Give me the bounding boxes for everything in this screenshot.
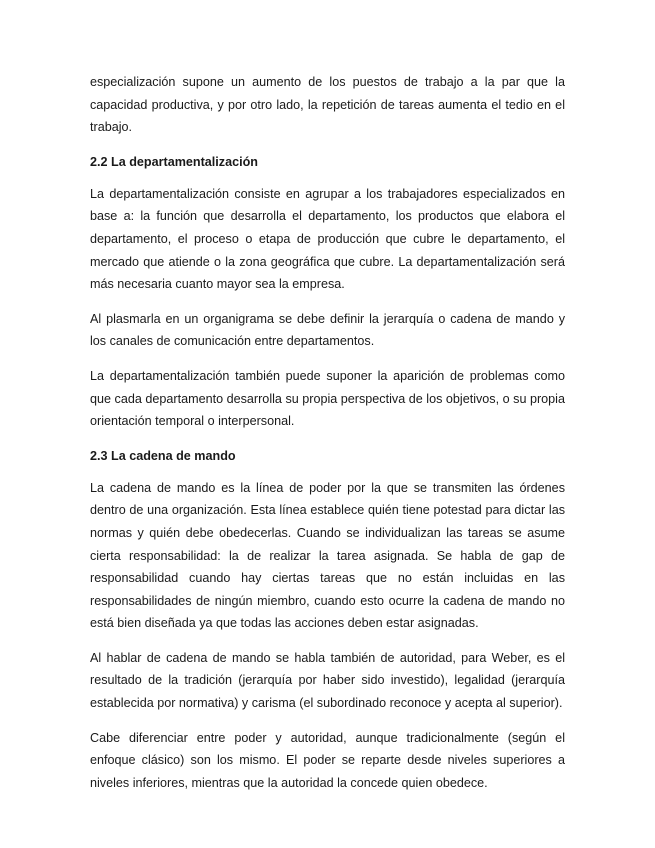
section-heading-cadena-de-mando: 2.3 La cadena de mando — [90, 448, 236, 463]
document-page — [90, 71, 565, 806]
paragraph-intro: especialización supone un aumento de los puestos de trabajo a la par que la capacidad productiva, y por otro lado, la repetición de tareas aumenta el tedio en el trabajo. — [90, 75, 565, 135]
paragraph-cadena-definition: La cadena de mando es la línea de poder por la que se transmiten las órdenes dentro de una organización. Esta línea establece quién tiene potestad para dictar las normas y quién debe obedecerlas. Cuando se individualizan las tareas se asume cierta responsabilidad: la de realizar la tarea asignada. Se habla de gap de responsabilidad cuando hay ciertas tareas que no están incluidas en las responsabilidades de ningún miembro, cuando esto ocurre la cadena de mando no está bien diseñada ya que todas las acciones deben estar asignadas. — [90, 480, 565, 631]
paragraph-departamentalizacion-problemas: La departamentalización también puede suponer la aparición de problemas como que cada departamento desarrolla su propia perspectiva de los objetivos, o su propia orientación temporal o interpersonal. — [90, 368, 565, 429]
paragraph-departamentalizacion-definition: La departamentalización consiste en agrupar a los trabajadores especializados en base a: la función que desarrolla el departamento, los productos que elabora el departamento, el proceso o etapa de producción que cubre le departamento, el mercado que atiende o la zona geográfica que cubre. La departamentalización será más necesaria cuanto mayor sea la empresa. — [90, 186, 565, 292]
paragraph-departamentalizacion-organigrama: Al plasmarla en un organigrama se debe definir la jerarquía o cadena de mando y los canales de comunicación entre departamentos. — [90, 311, 565, 349]
paragraph-poder-autoridad: Cabe diferenciar entre poder y autoridad, aunque tradicionalmente (según el enfoque clásico) son los mismo. El poder se reparte desde niveles superiores a niveles inferiores, mientras que la autoridad la concede quien obedece. — [90, 730, 565, 790]
paragraph-cadena-autoridad: Al hablar de cadena de mando se habla también de autoridad, para Weber, es el resultado de la tradición (jerarquía por haber sido investido), legalidad (jerarquía establecida por normativa) y carisma (el subordinado reconoce y acepta al superior). — [90, 650, 565, 711]
section-heading-departamentalizacion: 2.2 La departamentalización — [90, 154, 258, 169]
